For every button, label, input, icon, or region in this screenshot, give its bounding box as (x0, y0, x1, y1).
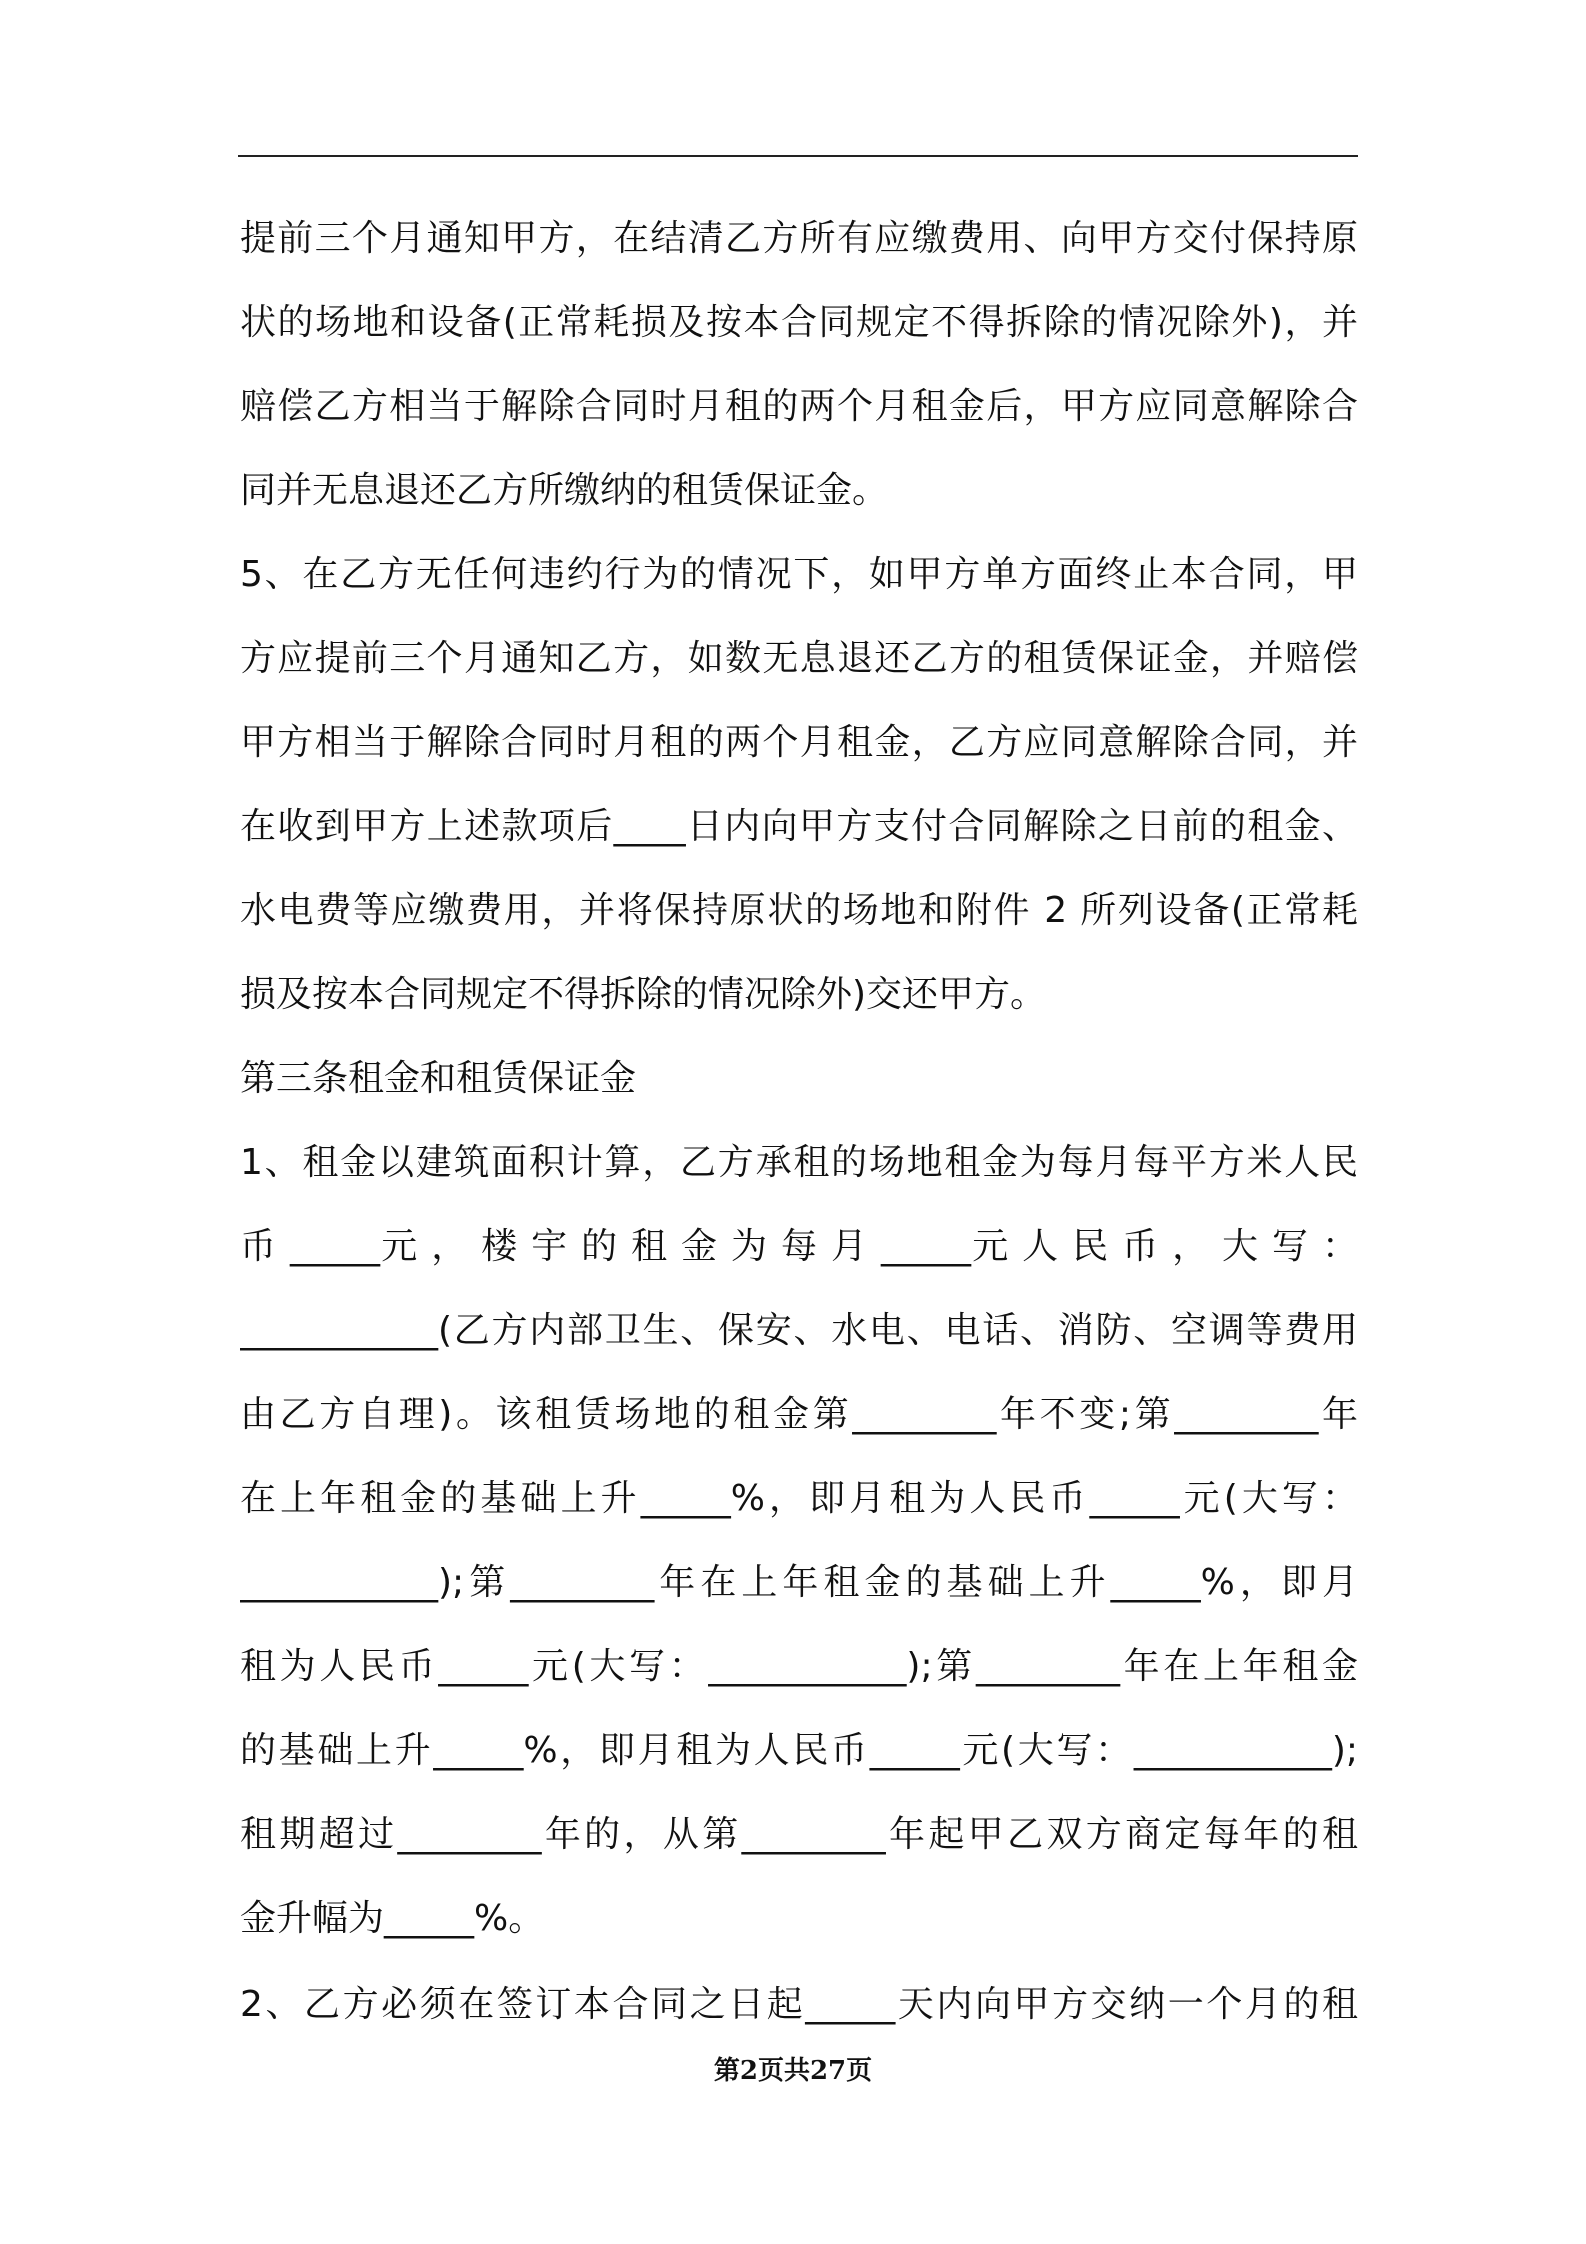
text-line: 金升幅为_____%。 (240, 1898, 545, 1939)
text-line: 损及按本合同规定不得拆除的情况除外)交还甲方。 (240, 974, 1047, 1015)
text-line: ___________(乙方内部卫生、保安、水电、电话、消防、空调等费用 (240, 1310, 1358, 1351)
text-line: 1、租金以建筑面积计算，乙方承租的场地租金为每月每平方米人民 (240, 1142, 1358, 1183)
section-heading: 第三条租金和租赁保证金 (240, 1058, 637, 1099)
text-line: 在收到甲方上述款项后____日内向甲方支付合同解除之日前的租金、 (240, 806, 1358, 847)
document-body (240, 197, 1358, 2047)
text-line: 由乙方自理)。该租赁场地的租金第________年不变;第________年 (240, 1394, 1358, 1435)
text-line: 租期超过________年的，从第________年起甲乙双方商定每年的租 (240, 1814, 1358, 1855)
text-line: 2、乙方必须在签订本合同之日起_____天内向甲方交纳一个月的租 (240, 1984, 1358, 2025)
page-number: 第2页共27页 (713, 2056, 873, 2086)
text-line: 租为人民币_____元(大写：___________);第________年在上年租金 (240, 1646, 1358, 1687)
text-line: 5、在乙方无任何违约行为的情况下，如甲方单方面终止本合同，甲 (240, 554, 1358, 595)
header-rule (238, 155, 1358, 157)
text-line: 甲方相当于解除合同时月租的两个月租金，乙方应同意解除合同，并 (240, 722, 1358, 763)
text-line: 提前三个月通知甲方，在结清乙方所有应缴费用、向甲方交付保持原 (240, 218, 1358, 259)
text-line: 币 _____元 ， 楼 宇 的 租 金 为 每 月 _____元 人 民 币 ， 大 写 ： (240, 1226, 1358, 1267)
text-line: 方应提前三个月通知乙方，如数无息退还乙方的租赁保证金，并赔偿 (240, 638, 1358, 679)
text-line: 状的场地和设备(正常耗损及按本合同规定不得拆除的情况除外)，并 (240, 302, 1358, 343)
text-line: 在上年租金的基础上升_____%，即月租为人民币_____元(大写： (240, 1478, 1358, 1519)
text-line: 的基础上升_____%，即月租为人民币_____元(大写：___________); (240, 1730, 1358, 1771)
text-line: ___________);第________年在上年租金的基础上升_____%，即月 (240, 1562, 1358, 1603)
text-line: 水电费等应缴费用，并将保持原状的场地和附件 2 所列设备(正常耗 (240, 890, 1358, 931)
text-line: 同并无息退还乙方所缴纳的租赁保证金。 (240, 470, 889, 511)
text-line: 赔偿乙方相当于解除合同时月租的两个月租金后，甲方应同意解除合 (240, 386, 1358, 427)
